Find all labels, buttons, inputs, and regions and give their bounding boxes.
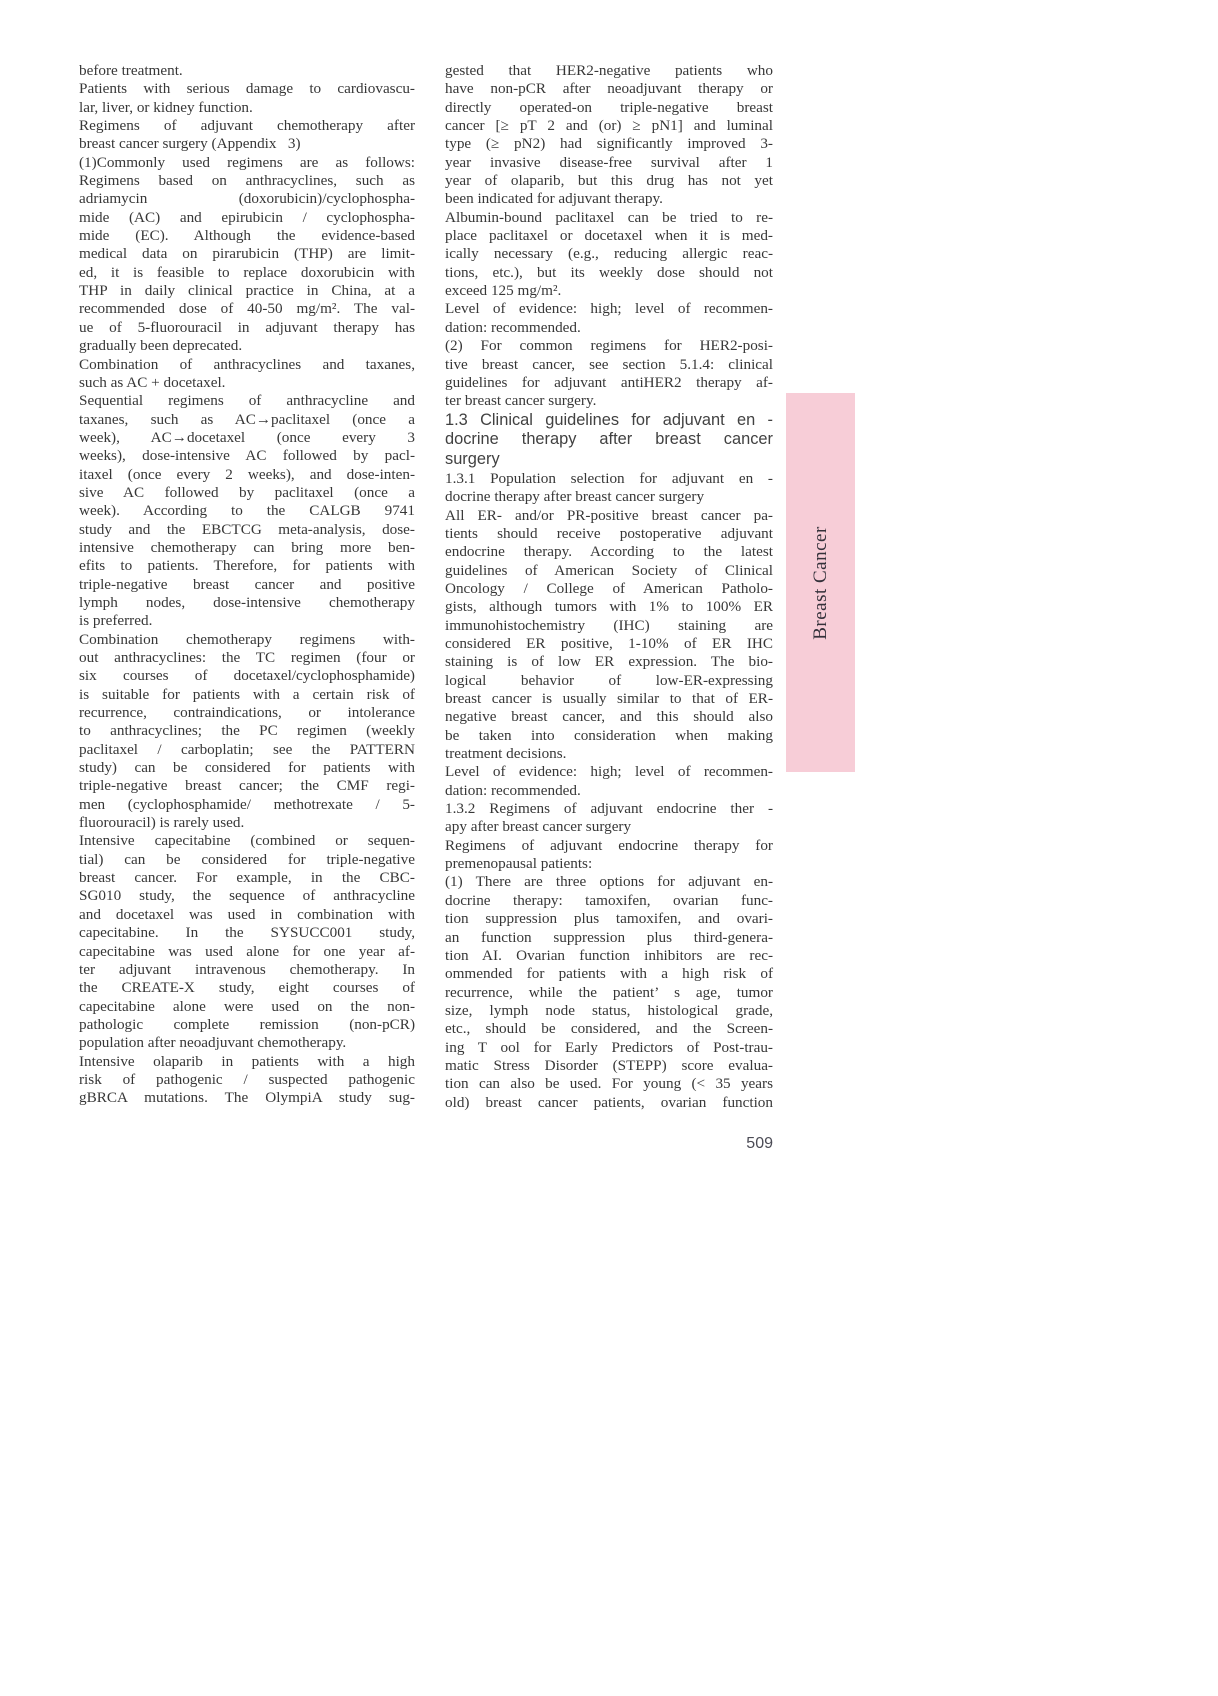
text-line: is preferred. bbox=[79, 612, 153, 630]
paragraph bbox=[79, 392, 415, 630]
text-line: paclitaxel / carboplatin; see the PATTERN bbox=[79, 740, 415, 758]
text-line: intensive chemotherapy can bring more ben- bbox=[79, 538, 415, 556]
text-line: capecitabine. In the SYSUCC001 study, bbox=[79, 924, 415, 942]
text-line: Intensive capecitabine (combined or sequen- bbox=[79, 832, 415, 850]
text-line: year invasive disease-free survival after 1 bbox=[445, 153, 773, 171]
text-line: before treatment. bbox=[79, 62, 183, 79]
text-line: itaxel (once every 2 weeks), and dose-inten- bbox=[79, 465, 415, 483]
text-line: THP in daily clinical practice in China, at a bbox=[79, 282, 415, 300]
text-line: fluorouracil) is rarely used. bbox=[79, 814, 245, 832]
text-line: mide (EC). Although the evidence-based bbox=[79, 227, 415, 245]
text-line: capecitabine was used alone for one year af- bbox=[79, 942, 415, 960]
text-line: ter breast cancer surgery. bbox=[445, 392, 597, 410]
text-line: Level of evidence: high; level of recommen- bbox=[445, 300, 773, 318]
text-line: week), AC→docetaxel (once every 3 bbox=[79, 428, 415, 446]
paragraph bbox=[79, 356, 415, 393]
text-column-left bbox=[79, 62, 415, 1108]
text-line: dation: recommended. bbox=[445, 318, 581, 336]
text-line: been indicated for adjuvant therapy. bbox=[445, 190, 663, 208]
text-line: capecitabine alone were used on the non- bbox=[79, 997, 415, 1015]
text-line: breast cancer. For example, in the CBC- bbox=[79, 869, 415, 887]
paragraph bbox=[79, 832, 415, 1052]
text-line: mide (AC) and epirubicin / cyclophospha- bbox=[79, 208, 415, 226]
text-line: endocrine therapy. According to the latest bbox=[445, 543, 773, 561]
text-line: 1.3.1 Population selection for adjuvant en - bbox=[445, 469, 773, 487]
section-heading bbox=[445, 411, 773, 470]
text-line: study) can be considered for patients with bbox=[79, 759, 415, 777]
text-line: All ER- and/or PR-positive breast cancer pa- bbox=[445, 506, 773, 524]
paragraph bbox=[79, 62, 415, 80]
text-line: directly operated-on triple-negative breast bbox=[445, 98, 773, 116]
text-line: gradually been deprecated. bbox=[79, 337, 243, 355]
text-line: Patients with serious damage to cardiovascu- bbox=[79, 80, 415, 98]
text-line: weeks), dose-intensive AC followed by pacl- bbox=[79, 447, 415, 465]
text-line: (1) There are three options for adjuvant en- bbox=[445, 873, 773, 891]
text-line: exceed 125 mg/m². bbox=[445, 282, 562, 300]
text-line: tion can also be used. For young (< 35 years bbox=[445, 1075, 773, 1093]
text-line: breast cancer is usually similar to that of ER- bbox=[445, 690, 773, 708]
text-line: Regimens based on anthracyclines, such as bbox=[79, 172, 415, 190]
text-line: tients should receive postoperative adjuvant bbox=[445, 524, 773, 542]
paragraph bbox=[445, 763, 773, 800]
text-line: triple-negative breast cancer and positive bbox=[79, 575, 415, 593]
text-line: negative breast cancer, and this should also bbox=[445, 708, 773, 726]
text-line: Regimens of adjuvant chemotherapy after bbox=[79, 117, 415, 135]
paragraph bbox=[79, 117, 415, 154]
paragraph bbox=[445, 337, 773, 410]
text-line: triple-negative breast cancer; the CMF regi- bbox=[79, 777, 415, 795]
paragraph bbox=[445, 62, 773, 209]
text-line: Albumin-bound paclitaxel can be tried to re- bbox=[445, 208, 773, 226]
text-line: immunohistochemistry (IHC) staining are bbox=[445, 616, 773, 634]
text-line: such as AC + docetaxel. bbox=[79, 373, 226, 391]
text-line: ue of 5-fluorouracil in adjuvant therapy has bbox=[79, 318, 415, 336]
text-line: tion AI. Ovarian function inhibitors are rec- bbox=[445, 946, 773, 964]
text-line: SG010 study, the sequence of anthracycline bbox=[79, 887, 415, 905]
text-line: study and the EBCTCG meta-analysis, dose- bbox=[79, 520, 415, 538]
text-line: be taken into consideration when making bbox=[445, 726, 773, 744]
text-line: docrine therapy after breast cancer surgery bbox=[445, 488, 705, 506]
text-line: recurrence, while the patient’ s age, tumor bbox=[445, 983, 773, 1001]
text-line: Oncology / College of American Patholo- bbox=[445, 579, 773, 597]
text-line: (1)Commonly used regimens are as follows: bbox=[79, 153, 415, 171]
text-line: population after neoadjuvant chemotherapy. bbox=[79, 1034, 347, 1052]
text-line: the CREATE-X study, eight courses of bbox=[79, 979, 415, 997]
text-column-right bbox=[445, 62, 773, 1112]
paragraph bbox=[445, 300, 773, 337]
text-line: ically necessary (e.g., reducing allergic reac- bbox=[445, 245, 773, 263]
text-line: have non-pCR after neoadjuvant therapy or bbox=[445, 80, 773, 98]
text-line: lymph nodes, dose-intensive chemotherapy bbox=[79, 593, 415, 611]
paragraph bbox=[445, 837, 773, 874]
text-line: considered ER positive, 1-10% of ER IHC bbox=[445, 635, 773, 653]
text-line: pathologic complete remission (non-pCR) bbox=[79, 1015, 415, 1033]
text-line: surgery bbox=[445, 450, 500, 469]
text-line: taxanes, such as AC→paclitaxel (once a bbox=[79, 410, 415, 428]
text-line: etc., should be considered, and the Screen- bbox=[445, 1020, 773, 1038]
paragraph bbox=[79, 631, 415, 833]
text-line: sive AC followed by paclitaxel (once a bbox=[79, 483, 415, 501]
text-line: recurrence, contraindications, or intolerance bbox=[79, 704, 415, 722]
text-line: an function suppression plus third-genera- bbox=[445, 928, 773, 946]
text-line: efits to patients. Therefore, for patients with bbox=[79, 557, 415, 575]
text-line: medical data on pirarubicin (THP) are limit- bbox=[79, 245, 415, 263]
text-line: Combination chemotherapy regimens with- bbox=[79, 630, 415, 648]
text-line: logical behavior of low-ER-expressing bbox=[445, 671, 773, 689]
text-line: lar, liver, or kidney function. bbox=[79, 98, 253, 116]
chapter-tab-label: Breast Cancer bbox=[809, 525, 831, 640]
text-line: gists, although tumors with 1% to 100% ER bbox=[445, 598, 773, 616]
text-line: and docetaxel was used in combination with bbox=[79, 905, 415, 923]
text-line: men (cyclophosphamide/ methotrexate / 5- bbox=[79, 795, 415, 813]
text-line: type (≥ pN2) had significantly improved 3- bbox=[445, 135, 773, 153]
text-line: docrine therapy after breast cancer bbox=[445, 430, 773, 449]
paragraph bbox=[79, 154, 415, 356]
text-line: 1.3.2 Regimens of adjuvant endocrine ther - bbox=[445, 800, 773, 818]
paragraph bbox=[445, 800, 773, 837]
text-line: Regimens of adjuvant endocrine therapy for bbox=[445, 836, 773, 854]
text-line: ing T ool for Early Predictors of Post-trau- bbox=[445, 1038, 773, 1056]
text-line: Intensive olaparib in patients with a high bbox=[79, 1052, 415, 1070]
text-line: size, lymph node status, histological grade, bbox=[445, 1001, 773, 1019]
text-line: out anthracyclines: the TC regimen (four or bbox=[79, 649, 415, 666]
text-line: cancer [≥ pT 2 and (or) ≥ pN1] and luminal bbox=[445, 117, 773, 135]
paragraph bbox=[445, 873, 773, 1111]
text-line: tive breast cancer, see section 5.1.4: clinical bbox=[445, 355, 773, 373]
paragraph bbox=[445, 507, 773, 764]
text-line: 1.3 Clinical guidelines for adjuvant en - bbox=[445, 410, 773, 429]
text-line: guidelines for adjuvant antiHER2 therapy af- bbox=[445, 373, 773, 391]
paragraph bbox=[79, 80, 415, 117]
text-line: Level of evidence: high; level of recommen- bbox=[445, 763, 773, 781]
text-line: Combination of anthracyclines and taxanes, bbox=[79, 355, 415, 373]
text-line: old) breast cancer patients, ovarian function bbox=[445, 1093, 773, 1111]
text-line: place paclitaxel or docetaxel when it is med- bbox=[445, 227, 773, 245]
text-line: to anthracyclines; the PC regimen (weekly bbox=[79, 722, 415, 740]
text-line: is suitable for patients with a certain risk of bbox=[79, 685, 415, 703]
text-line: tion suppression plus tamoxifen, and ovari- bbox=[445, 910, 773, 928]
text-line: breast cancer surgery (Appendix 3) bbox=[79, 135, 301, 153]
paragraph bbox=[445, 209, 773, 301]
text-line: treatment decisions. bbox=[445, 745, 567, 763]
text-line: ter adjuvant intravenous chemotherapy. In bbox=[79, 960, 415, 978]
text-line: recommended dose of 40-50 mg/m². The val- bbox=[79, 300, 415, 318]
text-line: adriamycin (doxorubicin)/cyclophospha- bbox=[79, 190, 415, 208]
text-line: tions, etc.), but its weekly dose should not bbox=[445, 263, 773, 281]
text-line: week). According to the CALGB 9741 bbox=[79, 502, 415, 520]
text-line: matic Stress Disorder (STEPP) score evalua- bbox=[445, 1056, 773, 1074]
paragraph bbox=[445, 470, 773, 507]
text-line: dation: recommended. bbox=[445, 781, 581, 799]
text-line: staining is of low ER expression. The bio- bbox=[445, 653, 773, 671]
page-number: 509 bbox=[746, 1135, 773, 1152]
text-line: year of olaparib, but this drug has not yet bbox=[445, 172, 773, 190]
text-line: gBRCA mutations. The OlympiA study sug- bbox=[79, 1089, 415, 1107]
text-line: risk of pathogenic / suspected pathogenic bbox=[79, 1070, 415, 1088]
text-line: guidelines of American Society of Clinical bbox=[445, 561, 773, 579]
text-line: (2) For common regimens for HER2-posi- bbox=[445, 337, 773, 355]
text-line: six courses of docetaxel/cyclophosphamide) bbox=[79, 667, 415, 685]
text-line: tial) can be considered for triple-negative bbox=[79, 850, 415, 868]
text-line: ommended for patients with a high risk of bbox=[445, 965, 773, 983]
text-line: ed, it is feasible to replace doxorubicin with bbox=[79, 263, 415, 281]
text-line: gested that HER2-negative patients who bbox=[445, 62, 773, 79]
text-line: apy after breast cancer surgery bbox=[445, 818, 632, 836]
paragraph bbox=[79, 1053, 415, 1108]
text-line: Sequential regimens of anthracycline and bbox=[79, 392, 415, 410]
text-line: docrine therapy: tamoxifen, ovarian func- bbox=[445, 891, 773, 909]
chapter-side-tab bbox=[786, 393, 855, 772]
text-line: premenopausal patients: bbox=[445, 855, 593, 873]
